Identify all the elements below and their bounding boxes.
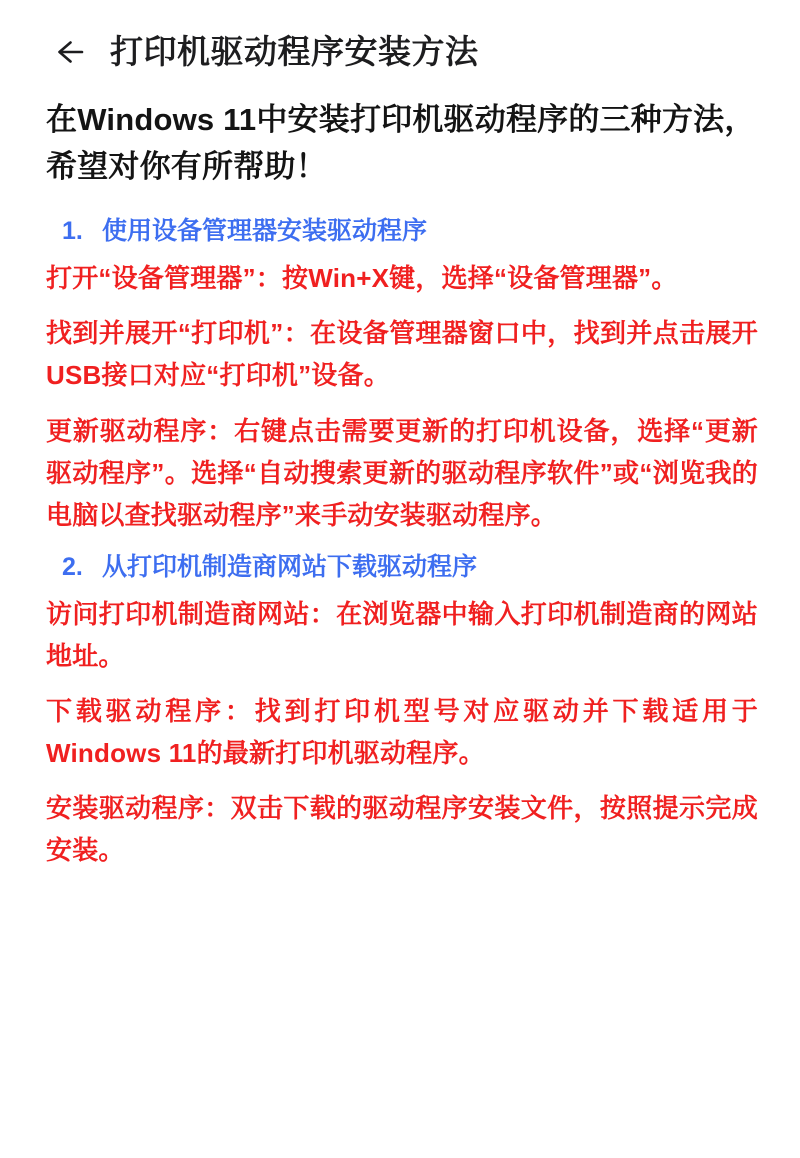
section-heading-1 [46,204,758,257]
arrow-left-icon[interactable] [48,32,88,72]
article-section [46,540,758,872]
paragraph: 找到并展开“打印机”：在设备管理器窗口中，找到并点击展开USB接口对应“打印机”设备。 [46,318,758,391]
section-heading-text: 从打印机制造商网站下载驱动程序 [102,552,478,581]
section-heading-text: 使用设备管理器安装驱动程序 [102,217,428,246]
paragraph: 下载驱动程序：找到打印机型号对应驱动并下载适用于Windows 11的最新打印机驱动程序。 [46,696,758,769]
paragraph: 安装驱动程序：双击下载的驱动程序安装文件，按照提示完成安装。 [46,793,758,866]
article-body [0,82,800,916]
page-title: 打印机驱动程序安装方法 [110,33,479,71]
section-number: 2. [62,552,83,581]
paragraph: 访问打印机制造商网站：在浏览器中输入打印机制造商的网站地址。 [46,598,758,671]
paragraph: 打开“设备管理器”：按Win+X键，选择“设备管理器”。 [46,263,678,294]
paragraph: 更新驱动程序：右键点击需要更新的打印机设备，选择“更新驱动程序”。选择“自动搜索更新的驱动程序软件”或“浏览我的电脑以查找驱动程序”来手动安装驱动程序。 [46,415,758,530]
section-number: 1. [62,217,83,246]
top-bar [0,0,800,82]
section-heading-2 [46,540,758,593]
article-section [46,204,758,536]
article-title: 在Windows 11中安装打印机驱动程序的三种方法，希望对你有所帮助！ [46,102,756,185]
